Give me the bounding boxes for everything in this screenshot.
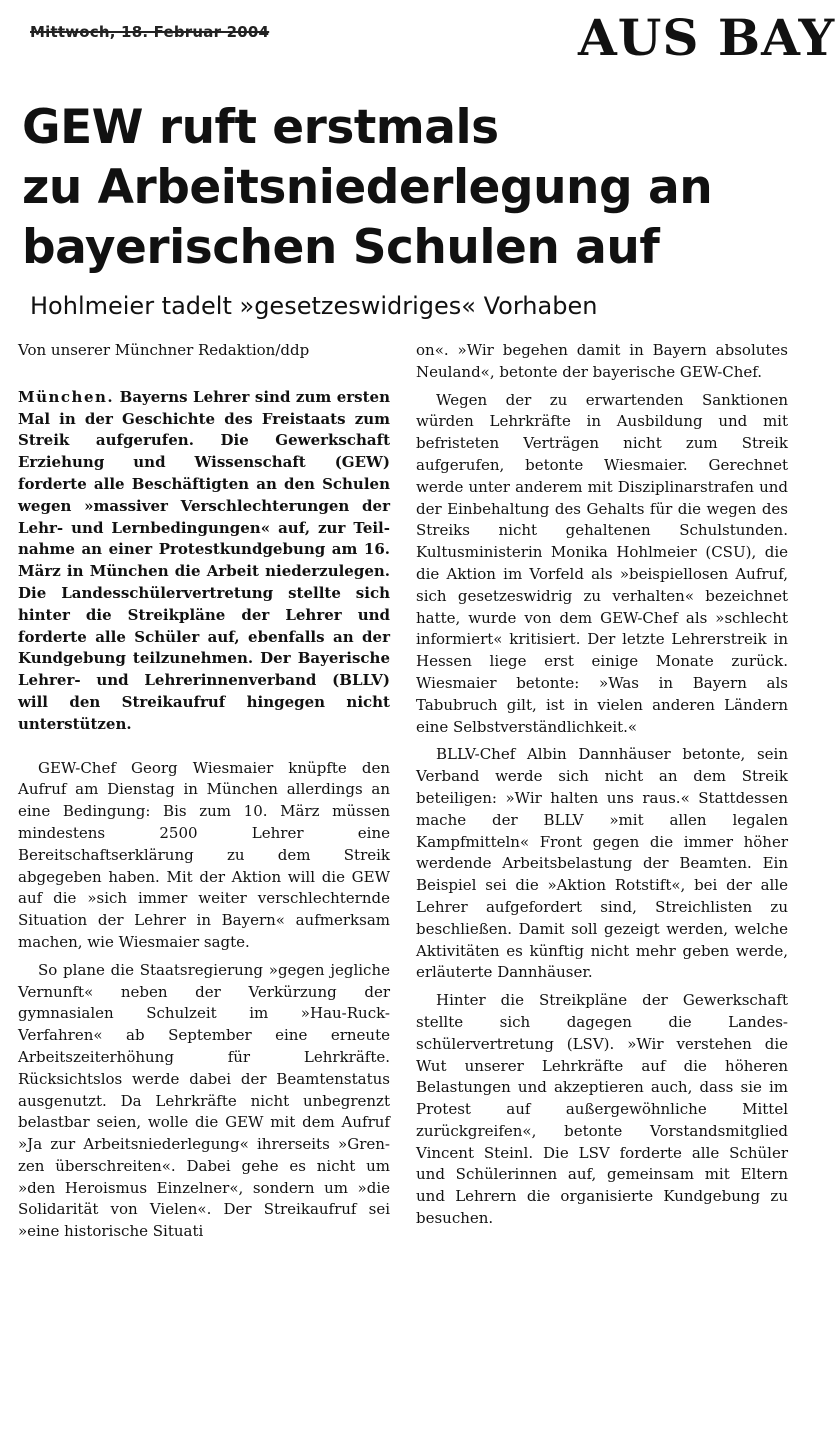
- masthead: [0, 0, 835, 70]
- body-paragraph: Hinter die Streikpläne der Gewerkschaft stellte sich dagegen die Landesschülervertretung (LSV). »Wir verstehen die Wut unserer Lehrkräfte auf die höheren Belastungen und akzeptieren auch, dass sie im Protest auf außergewöhnliche Mittel zurückgreifen«, betonte Vorstandsmitglied Vincent Steinl. Die LSV forderte alle Schüler und Schülerinnen auf, gemeinsam mit Eltern und Lehrern die organisierte Kundgebung zu besuchen.: [416, 991, 788, 1228]
- lead-city: München.: [18, 387, 115, 406]
- article-column-right: [416, 340, 788, 1230]
- section-title: AUS BAY: [578, 8, 835, 67]
- body-paragraph: So plane die Staatsregierung »gegen jegliche Vernunft« neben der Verkürzung der gymnasialen Schulzeit im »Hau-Ruck-Verfahren« ab September eine erneute Arbeitszeiterhöhung für Lehrkräfte. Rücksichtslos werde dabei der Beamtenstatus ausgenutzt. Da Lehrkräfte nicht unbegrenzt belastbar seien, wolle die GEW mit dem Aufruf »Ja zur Arbeitsniederlegung« ihrerseits »Grenzen überschreiten«. Dabei gehe es nicht um »den Heroismus Einzelner«, sondern um »die Solidarität von Vielen«. Der Streikaufruf sei »eine historische Situati: [18, 960, 390, 1241]
- dateline: Mittwoch, 18. Februar 2004: [30, 23, 270, 41]
- headline-line-1: GEW ruft erstmals: [22, 100, 499, 155]
- subheadline: Hohlmeier tadelt »gesetzeswidriges« Vorhaben: [30, 292, 598, 320]
- headline: [22, 98, 797, 278]
- lead-paragraph: [18, 387, 390, 736]
- headline-line-3: bayerischen Schulen auf: [22, 220, 660, 275]
- headline-line-2: zu Arbeitsniederlegung an: [22, 160, 713, 215]
- body-paragraph: BLLV-Chef Albin Dannhäuser betonte, sein Verband werde sich nicht an dem Streik beteiligen: »Wir halten uns raus.« Stattdessen mache der BLLV »mit allen legalen Kampfmitteln« Front gegen die immer höher werdende Arbeitsbelastung der Beamten. Ein Beispiel sei die »Aktion Rotstift«, bei der alle Lehrer aufgefordert sind, Streichlisten zu beschließen. Damit soll gezeigt werden, welche Aktivitäten es künftig nicht mehr geben werde, erläuterte Dannhäuser.: [416, 745, 788, 982]
- byline: Von unserer Münchner Redaktion/ddp: [18, 341, 310, 359]
- lead-text: Bayerns Lehrer sind zum ersten Mal in der Geschichte des Freistaats zum Streik aufgerufen. Die Gewerkschaft Erziehung und Wissenschaft (GEW) forderte alle Beschäftigten an den Schulen wegen »massiver Verschlechterungen der Lehr- und Lernbedingungen« auf, zur Teilnahme an einer Protestkundgebung am 16. März in München die Arbeit niederzulegen. Die Landesschülervertretung stellte sich hinter die Streikpläne der Lehrer und forderte alle Schüler auf, ebenfalls an der Kundgebung teilzunehmen. Der Bayerische Lehrer- und Lehrerinnenverband (BLLV) will den Streikaufruf hingegen nicht unterstützen.: [18, 387, 390, 733]
- body-paragraph: GEW-Chef Georg Wiesmaier knüpfte den Aufruf am Dienstag in München allerdings an eine Bedingung: Bis zum 10. März müssen mindestens 2500 Lehrer eine Bereitschaftserklärung zu dem Streik abgegeben haben. Mit der Aktion will die GEW auf die »sich immer weiter verschlechternde Situation der Lehrer in Bayern« aufmerksam machen, wie Wiesmaier sagte.: [18, 758, 390, 951]
- body-paragraph: Wegen der zu erwartenden Sanktionen würden Lehrkräfte in Ausbildung und mit befristeten Verträgen nicht zum Streik aufgerufen, betonte Wiesmaier. Gerechnet werde unter anderem mit Disziplinarstrafen und der Einbehaltung des Gehalts für die wegen des Streiks nicht gehaltenen Schulstunden. Kultusministerin Monika Hohlmeier (CSU), die die Aktion im Vorfeld als »beispiellosen Aufruf, sich gesetzeswidrig zu verhalten« bezeichnet hatte, wurde von dem GEW-Chef als »schlecht informiert« kritisiert. Der letzte Lehrerstreik in Hessen liege erst einige Monate zurück. Wiesmaier betonte: »Was in Bayern als Tabubruch gilt, ist in vielen anderen Ländern eine Selbstverständlichkeit.«: [416, 390, 788, 736]
- article-column-left: [18, 340, 390, 1243]
- body-paragraph: on«. »Wir begehen damit in Bayern absolutes Neuland«, betonte der bayerische GEW-Chef.: [416, 341, 788, 381]
